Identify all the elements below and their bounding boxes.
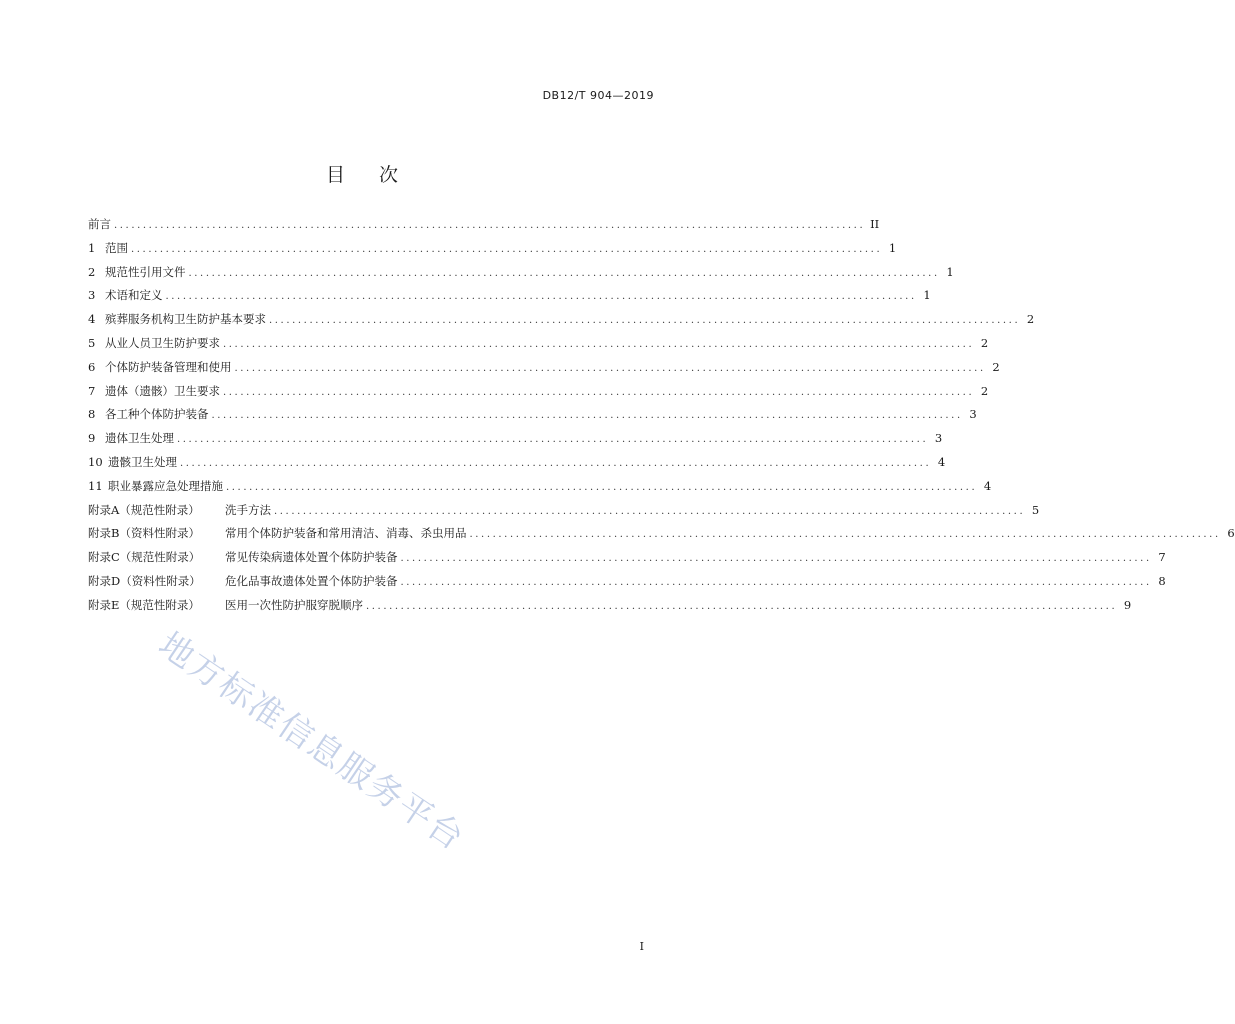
toc-page-number: 2 — [980, 335, 989, 350]
toc-entry-label: 术语和定义 — [105, 288, 163, 303]
toc-page-number: 3 — [934, 431, 943, 446]
toc-leader: .................................................................................................................................. — [223, 338, 975, 350]
toc-leader: .................................................................................................................................. — [223, 386, 975, 398]
toc-leader: .................................................................................................................................. — [165, 291, 917, 303]
toc-leader: .................................................................................................................................. — [274, 505, 1026, 517]
toc-entry-annex-b[interactable] — [88, 525, 1235, 549]
toc-page-number: 4 — [937, 454, 946, 469]
toc-entry-label: 医用一次性防护服穿脱顺序 — [225, 597, 363, 612]
toc-entry-2[interactable] — [88, 264, 954, 288]
toc-leader: .................................................................................................................................. — [211, 410, 963, 422]
toc-entry-6[interactable] — [88, 359, 1000, 383]
toc-entry-number: 8 — [88, 407, 96, 422]
toc-page-number: 6 — [1227, 526, 1235, 541]
toc-entry-11[interactable] — [88, 478, 992, 502]
toc-entry-4[interactable] — [88, 311, 1035, 335]
toc-page-number: 3 — [969, 407, 977, 422]
toc-entry-3[interactable] — [88, 287, 931, 311]
toc-entry-label: 危化品事故遗体处置个体防护装备 — [225, 573, 398, 588]
toc-entry-number: 1 — [88, 240, 96, 255]
toc-entry-5[interactable] — [88, 335, 989, 359]
toc-entry-foreword[interactable] — [88, 216, 880, 240]
toc-entry-label: 遗体（遗骸）卫生要求 — [105, 383, 220, 398]
toc-annex-id: 附录D（资料性附录） — [88, 573, 201, 588]
toc-entry-label: 个体防护装备管理和使用 — [105, 359, 232, 374]
toc-annex-id: 附录B（资料性附录） — [88, 526, 200, 541]
toc-leader: .................................................................................................................................. — [469, 529, 1221, 541]
toc-entry-number: 4 — [88, 312, 96, 327]
toc-entry-9[interactable] — [88, 430, 943, 454]
toc-entry-number: 10 — [88, 454, 103, 469]
toc-entry-number: 5 — [88, 335, 96, 350]
toc-page-number: 2 — [992, 359, 1000, 374]
toc-entry-number: 2 — [88, 264, 96, 279]
toc-entry-label: 常用个体防护装备和常用清洁、消毒、杀虫用品 — [225, 526, 467, 541]
toc-entry-annex-a[interactable] — [88, 502, 1040, 526]
toc-annex-id: 附录A（规范性附录） — [88, 502, 200, 517]
toc-entry-number: 3 — [88, 288, 96, 303]
toc-entry-annex-c[interactable] — [88, 549, 1166, 573]
toc-entry-label: 遗骸卫生处理 — [108, 454, 177, 469]
toc-leader: .................................................................................................................................. — [177, 434, 929, 446]
page-number: I — [639, 940, 644, 953]
toc-leader: .................................................................................................................................. — [400, 576, 1152, 588]
toc-page-number: 5 — [1031, 502, 1040, 517]
toc-entry-number: 7 — [88, 383, 96, 398]
toc-entry-label: 职业暴露应急处理措施 — [108, 478, 223, 493]
toc-leader: .................................................................................................................................. — [366, 600, 1118, 612]
toc-entry-number: 11 — [88, 478, 103, 493]
toc-leader: .................................................................................................................................. — [131, 243, 883, 255]
toc-entry-annex-d[interactable] — [88, 573, 1166, 597]
toc-annex-id: 附录E（规范性附录） — [88, 597, 200, 612]
toc-page-number: 4 — [983, 478, 992, 493]
toc-entry-label: 范围 — [105, 240, 128, 255]
toc-entry-8[interactable] — [88, 406, 977, 430]
toc-page-number: II — [870, 217, 880, 231]
toc-leader: .................................................................................................................................. — [114, 220, 866, 231]
toc-entry-label: 从业人员卫生防护要求 — [105, 335, 220, 350]
toc-leader: .................................................................................................................................. — [180, 457, 932, 469]
toc-page-number: 7 — [1158, 550, 1166, 565]
toc-leader: .................................................................................................................................. — [188, 267, 940, 279]
toc-entry-1[interactable] — [88, 240, 897, 264]
toc-leader: .................................................................................................................................. — [400, 553, 1152, 565]
watermark: 地方标准信息服务平台 — [151, 624, 472, 860]
toc-entry-label: 洗手方法 — [225, 502, 271, 517]
toc-annex-id: 附录C（规范性附录） — [88, 550, 201, 565]
toc-leader: .................................................................................................................................. — [269, 315, 1021, 327]
toc-entry-label: 遗体卫生处理 — [105, 431, 174, 446]
toc-entry-annex-e[interactable] — [88, 597, 1132, 621]
standard-code: DB12/T 904—2019 — [542, 89, 654, 102]
toc-page-number: 8 — [1158, 573, 1166, 588]
toc-page-number: 2 — [1026, 312, 1035, 327]
toc-page-number: 1 — [888, 240, 897, 255]
toc-leader: .................................................................................................................................. — [226, 481, 978, 493]
toc-title: 目 次 — [325, 164, 413, 186]
toc-entry-label: 常见传染病遗体处置个体防护装备 — [225, 550, 398, 565]
toc-entry-label: 各工种个体防护装备 — [105, 407, 209, 422]
toc-entry-number: 9 — [88, 431, 96, 446]
toc-entry-number: 6 — [88, 359, 96, 374]
toc-entry-10[interactable] — [88, 454, 946, 478]
toc-entry-label: 规范性引用文件 — [105, 264, 186, 279]
toc-entry-label: 前言 — [88, 217, 111, 231]
toc-page-number: 2 — [980, 383, 989, 398]
toc-entry-7[interactable] — [88, 383, 989, 407]
toc-page-number: 9 — [1123, 597, 1132, 612]
table-of-contents — [88, 216, 1235, 621]
toc-leader: .................................................................................................................................. — [234, 362, 986, 374]
toc-entry-label: 殡葬服务机构卫生防护基本要求 — [105, 312, 266, 327]
toc-page-number: 1 — [946, 264, 954, 279]
toc-page-number: 1 — [923, 288, 931, 303]
